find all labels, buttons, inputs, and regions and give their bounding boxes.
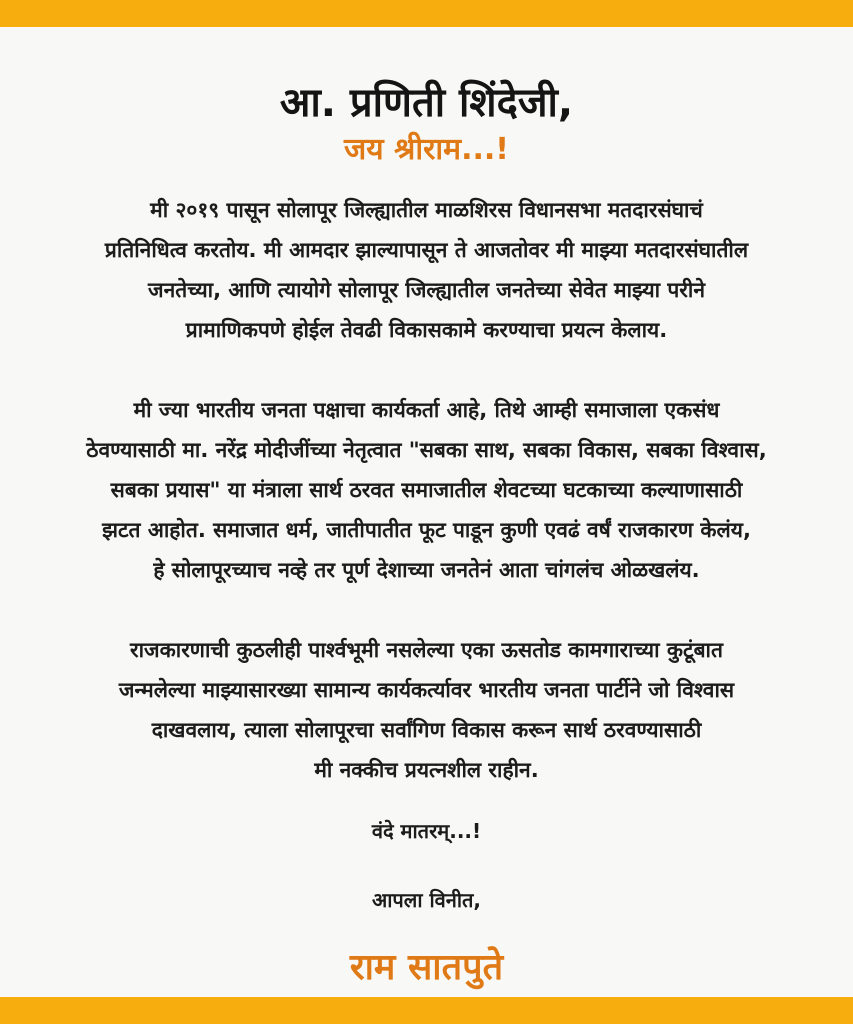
paragraph-3: [30, 630, 823, 790]
paragraph-line: जन्मलेल्या माझ्यासारख्या सामान्य कार्यकर्त्यावर भारतीय जनता पार्टीने जो विश्वास: [118, 678, 735, 702]
paragraph-line: प्रामाणिकपणे होईल तेवढी विकासकामे करण्याचा प्रयत्न केलाय.: [185, 318, 668, 342]
bottom-border-bar: [0, 997, 853, 1024]
letter-greeting: जय श्रीराम...!: [344, 132, 509, 167]
paragraph-line: मी २०१९ पासून सोलापूर जिल्ह्यातील माळशिरस विधानसभा मतदारसंघाचं: [150, 198, 703, 222]
paragraph-1: [30, 190, 823, 350]
paragraph-line: दाखवलाय, त्याला सोलापूरचा सर्वांगिण विकास करून सार्थ ठरवण्यासाठी: [151, 718, 702, 742]
paragraph-line: मी ज्या भारतीय जनता पक्षाचा कार्यकर्ता आहे, तिथे आम्ही समाजाला एकसंध: [133, 398, 720, 422]
paragraph-line: प्रतिनिधित्व करतोय. मी आमदार झाल्यापासून ते आजतोवर मी माझ्या मतदारसंघातील: [104, 238, 749, 262]
top-border-bar: [0, 0, 853, 27]
paragraph-line: सबका प्रयास" या मंत्राला सार्थ ठरवत समाजातील शेवटच्या घटकाच्या कल्याणासाठी: [110, 478, 743, 502]
paragraph-line: राजकारणाची कुठलीही पार्श्वभूमी नसलेल्या एका ऊसतोड कामगाराच्या कुटूंबात: [130, 638, 723, 662]
paragraph-line: जनतेच्या, आणि त्यायोगे सोलापूर जिल्ह्यातील जनतेच्या सेवेत माझ्या परीने: [147, 278, 705, 302]
paragraph-2: [30, 390, 823, 590]
closing-yours-faithfully: आपला विनीत,: [371, 888, 482, 912]
closing-vande-mataram: वंदे मातरम्...!: [371, 819, 482, 843]
paragraph-line: मी नक्कीच प्रयत्नशील राहीन.: [314, 758, 539, 782]
paragraph-line: ठेवण्यासाठी मा. नरेंद्र मोदीजींच्या नेतृत्वात "सबका साथ, सबका विकास, सबका विश्वास,: [86, 438, 767, 462]
paragraph-line: हे सोलापूरच्याच नव्हे तर पूर्ण देशाच्या जनतेनं आता चांगलंच ओळखलंय.: [153, 558, 700, 582]
paragraph-line: झटत आहोत. समाजात धर्म, जातीपातीत फूट पाडून कुणी एवढं वर्षं राजकारण केलंय,: [102, 518, 751, 542]
signature-name: राम सातपुते: [349, 947, 504, 988]
letter-body: [0, 27, 853, 997]
letter-salutation: आ. प्रणिती शिंदेजी,: [279, 80, 574, 126]
